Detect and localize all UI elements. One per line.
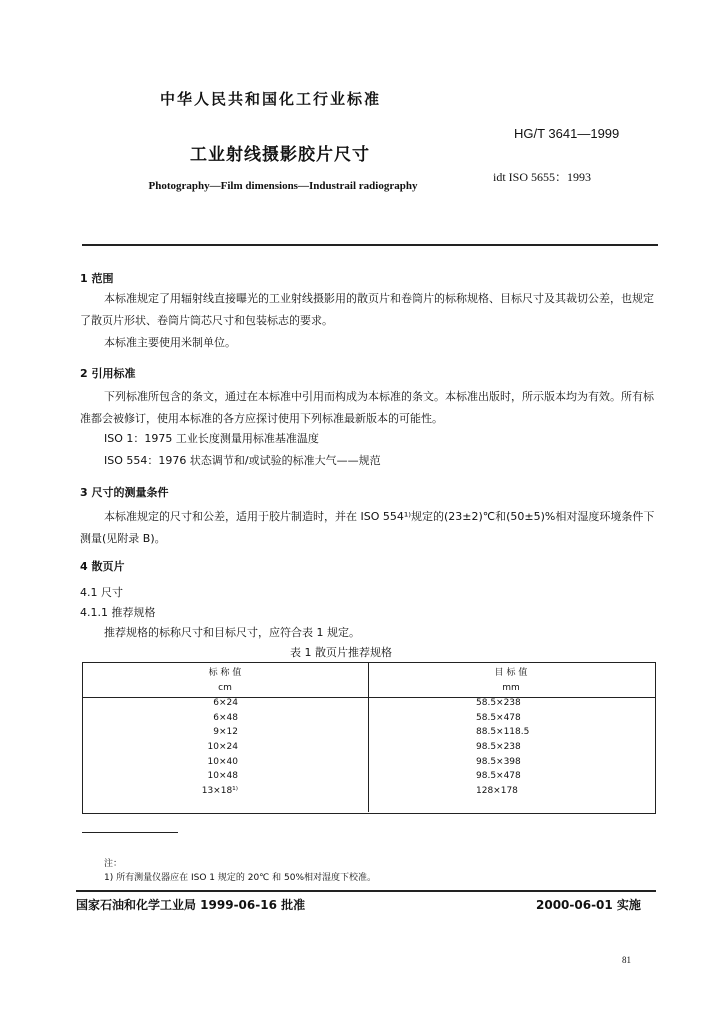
standard-number: HG/T 3641—1999 xyxy=(514,126,620,141)
table-row xyxy=(82,711,654,726)
nominal-cell: 6×24 xyxy=(213,698,238,709)
identical-standard: idt ISO 5655：1993 xyxy=(493,170,592,184)
nominal-cell: 10×24 xyxy=(207,742,238,753)
document-title: 工业射线摄影胶片尺寸 xyxy=(190,145,370,165)
section-3-heading: 3 尺寸的测量条件 xyxy=(80,486,169,499)
nominal-cell: 13×18¹⁾ xyxy=(201,785,238,796)
nominal-cell: 9×12 xyxy=(213,727,238,738)
note-label: 注： xyxy=(104,859,123,869)
table-row xyxy=(82,754,654,769)
nominal-cell: 10×48 xyxy=(207,771,238,782)
reference-iso-1: ISO 1：1975 工业长度测量用标准基准温度 xyxy=(104,432,319,445)
effective-date: 2000-06-01 实施 xyxy=(536,898,641,912)
footnote-rule xyxy=(82,832,178,833)
section-2-para-1: 下列标准所包含的条文，通过在本标准中引用而构成为本标准的条文。本标准出版时，所示版本均为有效。所有标准都会被修订，使用本标准的各方应探讨使用下列标准最新版本的可能性。 xyxy=(80,390,654,425)
table-header-row xyxy=(82,662,654,680)
table-caption: 表 1 散页片推荐规格 xyxy=(290,646,392,659)
target-cell: 98.5×478 xyxy=(476,771,521,782)
target-cell: 98.5×398 xyxy=(476,756,521,767)
table-row xyxy=(82,784,654,799)
note-text: 1) 所有测量仪器应在 ISO 1 规定的 20℃ 和 50%相对湿度下校准。 xyxy=(104,873,377,883)
issuing-body: 中华人民共和国化工行业标准 xyxy=(160,90,382,108)
subsection-4-1-1: 4.1.1 推荐规格 xyxy=(80,606,156,619)
reference-iso-554: ISO 554：1976 状态调节和/或试验的标准大气——规范 xyxy=(104,454,381,467)
target-cell: 58.5×238 xyxy=(476,698,521,709)
section-1-heading: 1 范围 xyxy=(80,272,114,285)
subsection-4-1: 4.1 尺寸 xyxy=(80,586,123,599)
header-target: 目 标 值 xyxy=(494,667,528,678)
target-cell: 98.5×238 xyxy=(476,742,521,753)
section-2-heading: 2 引用标准 xyxy=(80,367,136,380)
section-3-para-1: 本标准规定的尺寸和公差，适用于胶片制造时，并在 ISO 554¹⁾规定的(23±2)℃和(50±5)%相对湿度环境条件下测量(见附录 B)。 xyxy=(80,510,655,545)
section-4-heading: 4 散页片 xyxy=(80,560,125,573)
section-4-para-1: 推荐规格的标称尺寸和目标尺寸，应符合表 1 规定。 xyxy=(104,626,360,639)
table-row xyxy=(82,696,654,711)
target-cell: 88.5×118.5 xyxy=(476,727,530,738)
section-1-para-2: 本标准主要使用米制单位。 xyxy=(104,336,236,349)
approval-line: 国家石油和化学工业局 1999-06-16 批准 xyxy=(76,898,306,912)
table-unit-row xyxy=(82,680,654,696)
english-title: Photography—Film dimensions—Industrail radiography xyxy=(148,180,418,192)
table-row xyxy=(82,740,654,755)
target-cell: 128×178 xyxy=(476,785,518,796)
section-1-para-1: 本标准规定了用辐射线直接曝光的工业射线摄影用的散页片和卷筒片的标称规格、目标尺寸及其裁切公差，也规定了散页片形状、卷筒片筒芯尺寸和包装标志的要求。 xyxy=(80,292,654,327)
unit-mm: mm xyxy=(502,683,520,693)
header-nominal: 标 称 值 xyxy=(208,667,242,678)
unit-cm: cm xyxy=(218,683,232,693)
recommended-sizes-table xyxy=(82,662,654,798)
nominal-cell: 6×48 xyxy=(213,712,238,723)
header-rule xyxy=(82,244,658,246)
table-row xyxy=(82,725,654,740)
target-cell: 58.5×478 xyxy=(476,712,521,723)
table-row xyxy=(82,769,654,784)
footer-rule xyxy=(76,890,656,892)
page-number: 81 xyxy=(622,955,631,965)
nominal-cell: 10×40 xyxy=(207,756,238,767)
